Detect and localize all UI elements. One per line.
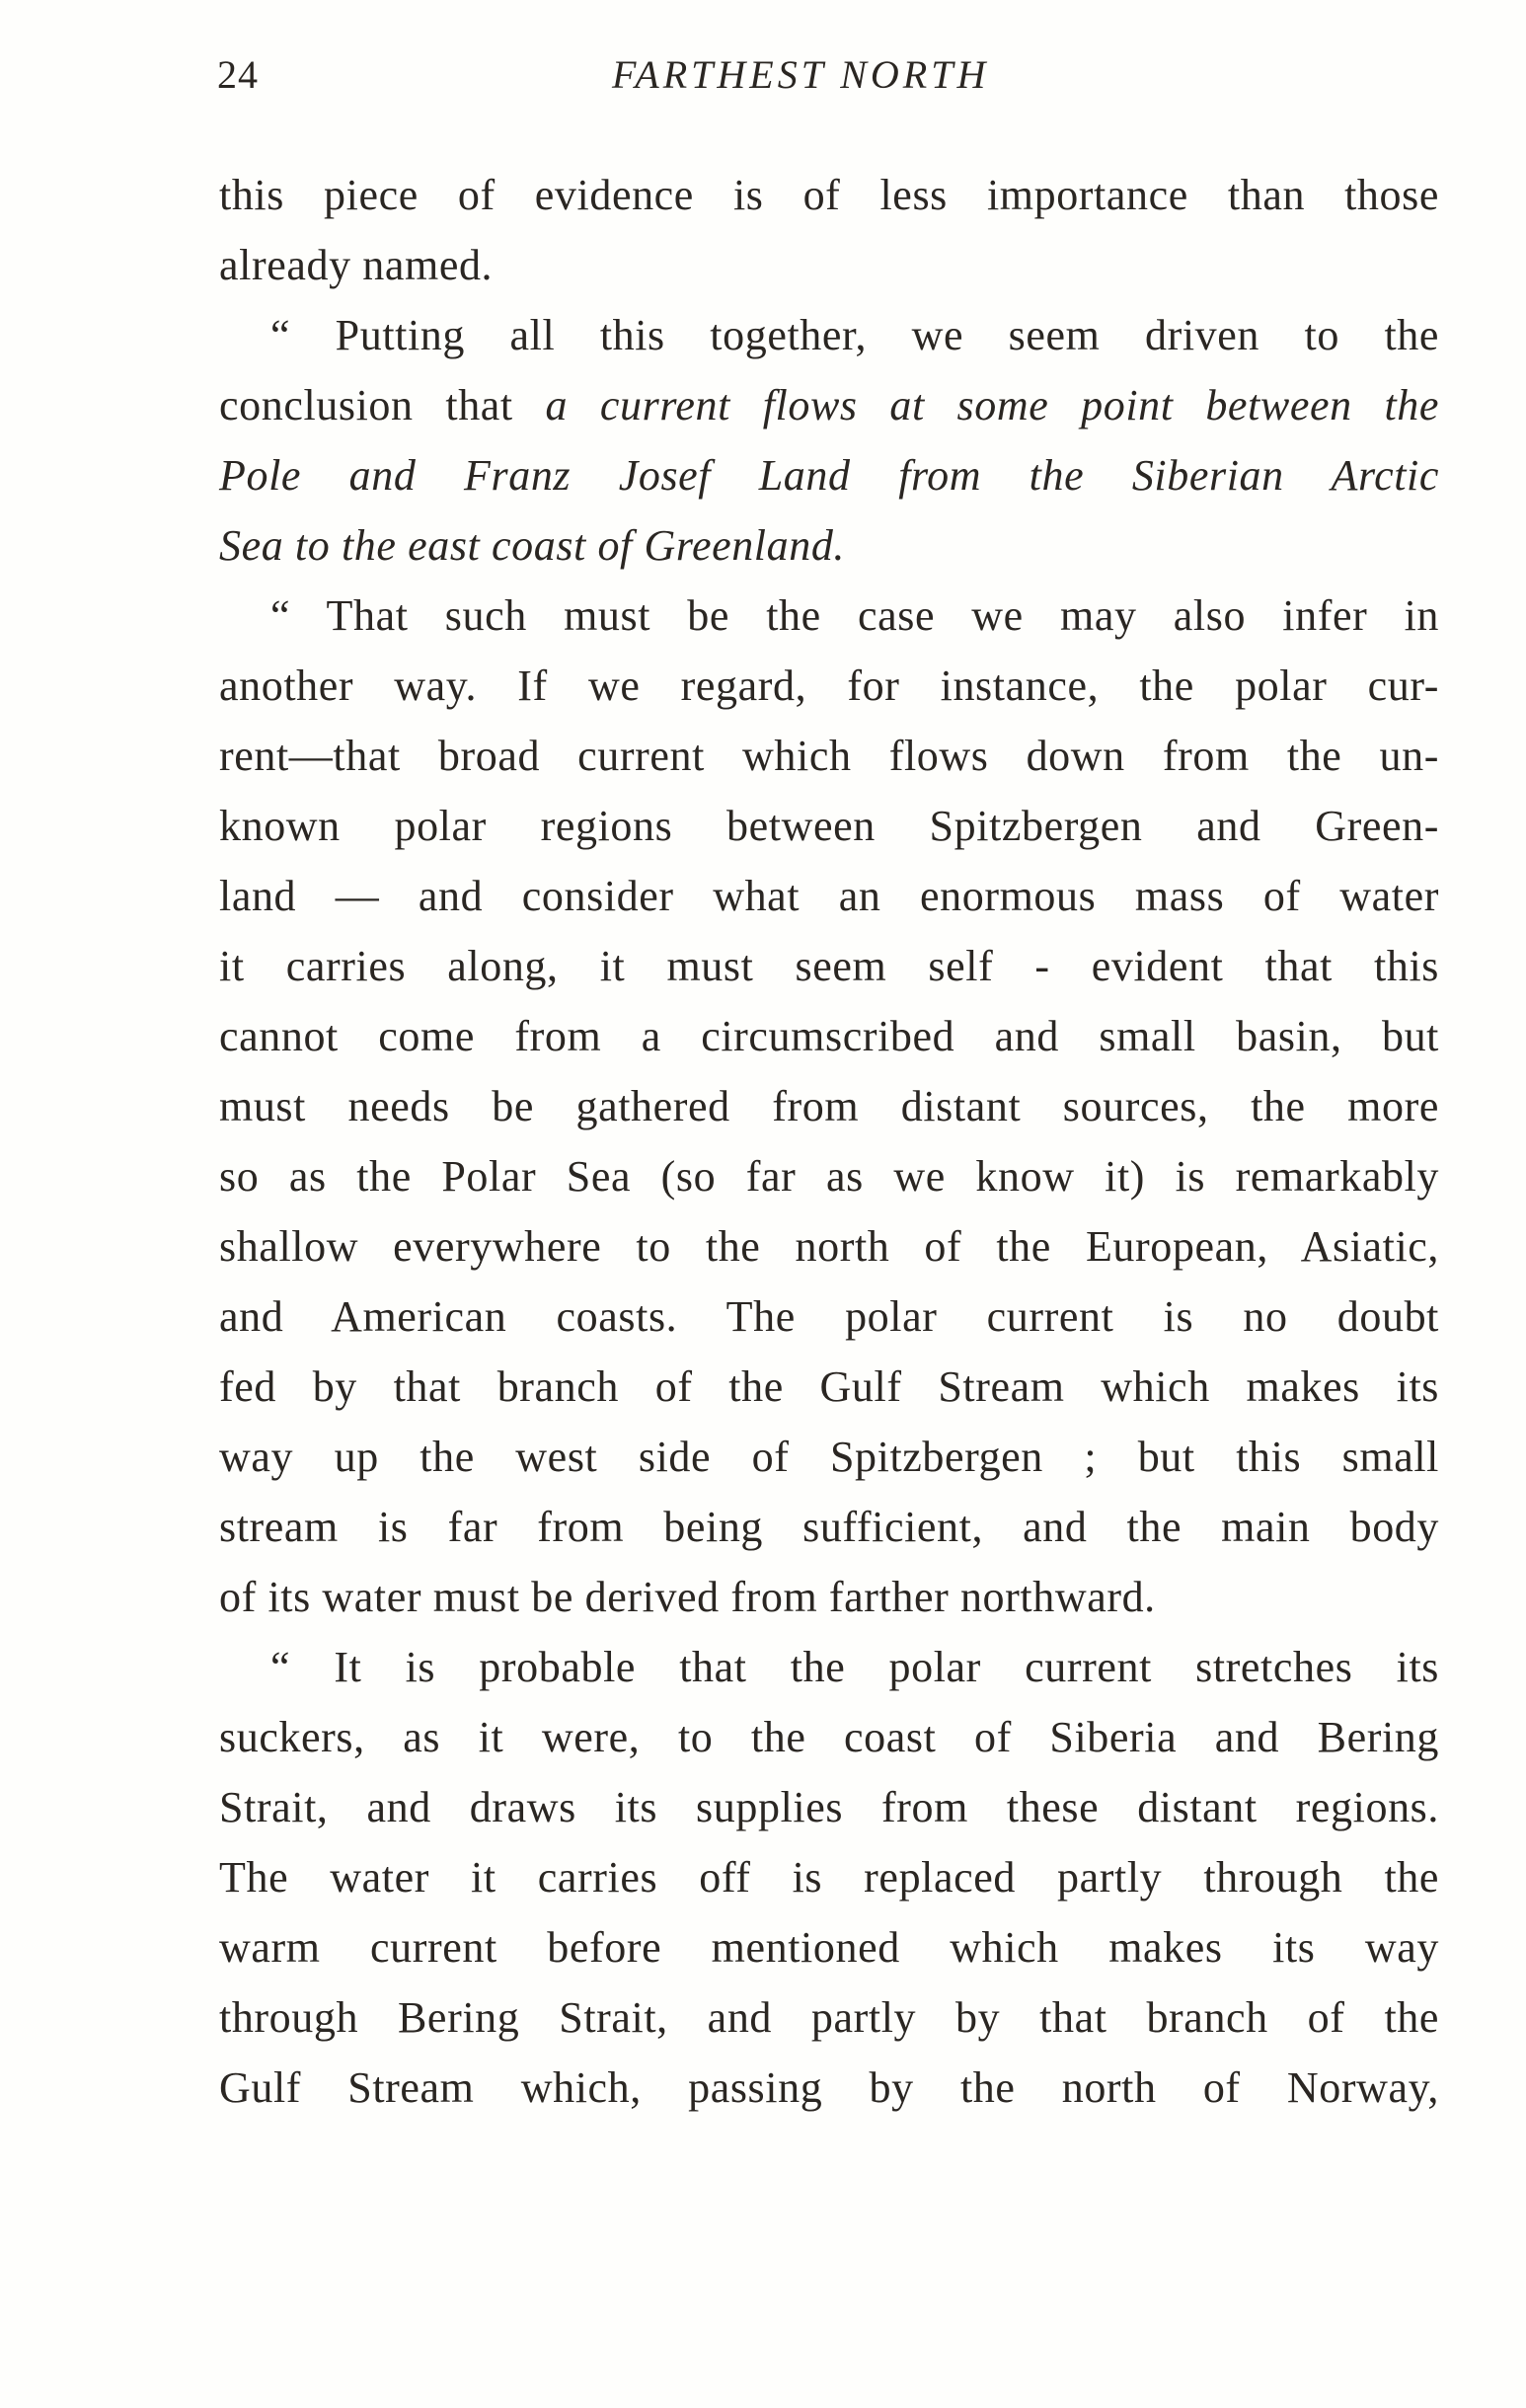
text-line: fed by that branch of the Gulf Stream which makes its [219, 1362, 1439, 1411]
body-text [219, 160, 1439, 2123]
text-line: through Bering Strait, and partly by that branch of the [219, 1993, 1439, 2042]
text-line: stream is far from being sufficient, and the main body [219, 1503, 1439, 1551]
running-title: FARTHEST NORTH [612, 52, 990, 97]
text-line: Sea to the east coast of Greenland. [219, 521, 846, 570]
text-line: Gulf Stream which, passing by the north of Norway, [219, 2063, 1439, 2112]
text-line: cannot come from a circumscribed and small basin, but [219, 1012, 1439, 1060]
text-line: Strait, and draws its supplies from these distant regions. [219, 1783, 1439, 1831]
text-line: so as the Polar Sea (so far as we know it) is remarkably [219, 1152, 1439, 1201]
text-line: it carries along, it must seem self - evident that this [219, 942, 1439, 990]
text-line: “ That such must be the case we may also infer in [270, 591, 1439, 640]
text-line: this piece of evidence is of less importance than those [219, 171, 1439, 219]
text-line: of its water must be derived from farther northward. [219, 1573, 1156, 1621]
text-line: “ It is probable that the polar current stretches its [270, 1643, 1439, 1691]
page-number: 24 [217, 52, 259, 97]
text-line: “ Putting all this together, we seem driven to the [270, 311, 1439, 359]
text-line: warm current before mentioned which makes its way [219, 1923, 1439, 1972]
text-line: Pole and Franz Josef Land from the Siberian Arctic [219, 451, 1439, 500]
text-line: known polar regions between Spitzbergen and Green- [219, 802, 1439, 850]
running-head [217, 51, 1441, 111]
text-line: and American coasts. The polar current is no doubt [219, 1292, 1439, 1341]
text-line: must needs be gathered from distant sources, the more [219, 1082, 1439, 1130]
text-line: way up the west side of Spitzbergen ; but this small [219, 1433, 1439, 1481]
text-line: conclusion that a current flows at some point between the [219, 381, 1439, 429]
text-line: The water it carries off is replaced partly through the [219, 1853, 1439, 1902]
text-line: suckers, as it were, to the coast of Siberia and Bering [219, 1713, 1439, 1761]
text-line: rent—that broad current which flows down from the un- [219, 732, 1439, 780]
text-line: shallow everywhere to the north of the European, Asiatic, [219, 1222, 1439, 1271]
text-line: land — and consider what an enormous mass of water [219, 872, 1439, 920]
text-line: already named. [219, 241, 494, 289]
text-line: another way. If we regard, for instance, the polar cur- [219, 661, 1439, 710]
